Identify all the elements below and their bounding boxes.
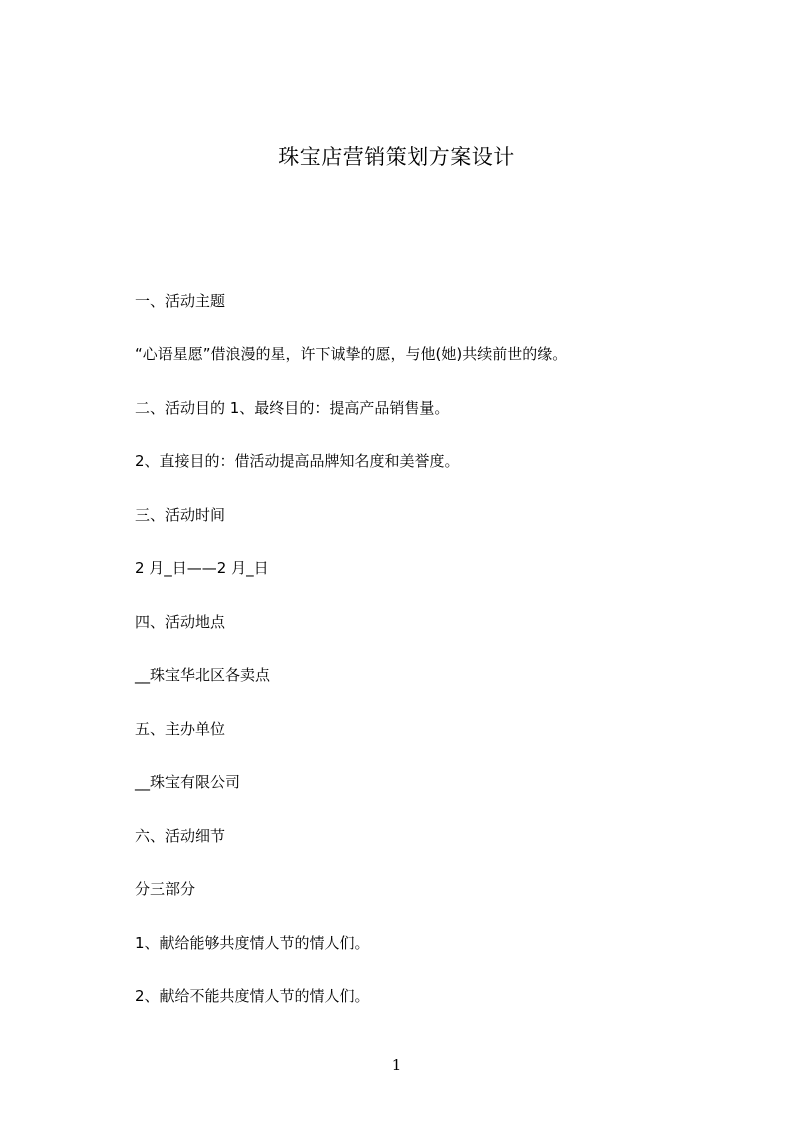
paragraph-three-parts: 分三部分	[135, 880, 196, 898]
section-heading-purpose: 二、活动目的 1、最终目的：提高产品销售量。	[135, 399, 450, 417]
section-heading-theme: 一、活动主题	[135, 292, 226, 310]
document-title: 珠宝店营销策划方案设计	[278, 145, 515, 169]
paragraph-organizer: __珠宝有限公司	[135, 773, 241, 791]
page-number: 1	[391, 1056, 402, 1074]
list-item-part-2: 2、献给不能共度情人节的情人们。	[135, 987, 370, 1005]
paragraph-theme-text: “心语星愿”借浪漫的星，许下诚挚的愿，与他(她)共续前世的缘。	[135, 345, 568, 363]
list-item-part-1: 1、献给能够共度情人节的情人们。	[135, 934, 370, 952]
section-heading-organizer: 五、主办单位	[135, 720, 226, 738]
paragraph-time-range: 2 月_日——2 月_日	[135, 559, 269, 577]
section-heading-location: 四、活动地点	[135, 613, 226, 631]
paragraph-location: __珠宝华北区各卖点	[135, 666, 271, 684]
paragraph-direct-purpose: 2、直接目的：借活动提高品牌知名度和美誉度。	[135, 452, 460, 470]
section-heading-time: 三、活动时间	[135, 506, 226, 524]
section-heading-details: 六、活动细节	[135, 827, 226, 845]
